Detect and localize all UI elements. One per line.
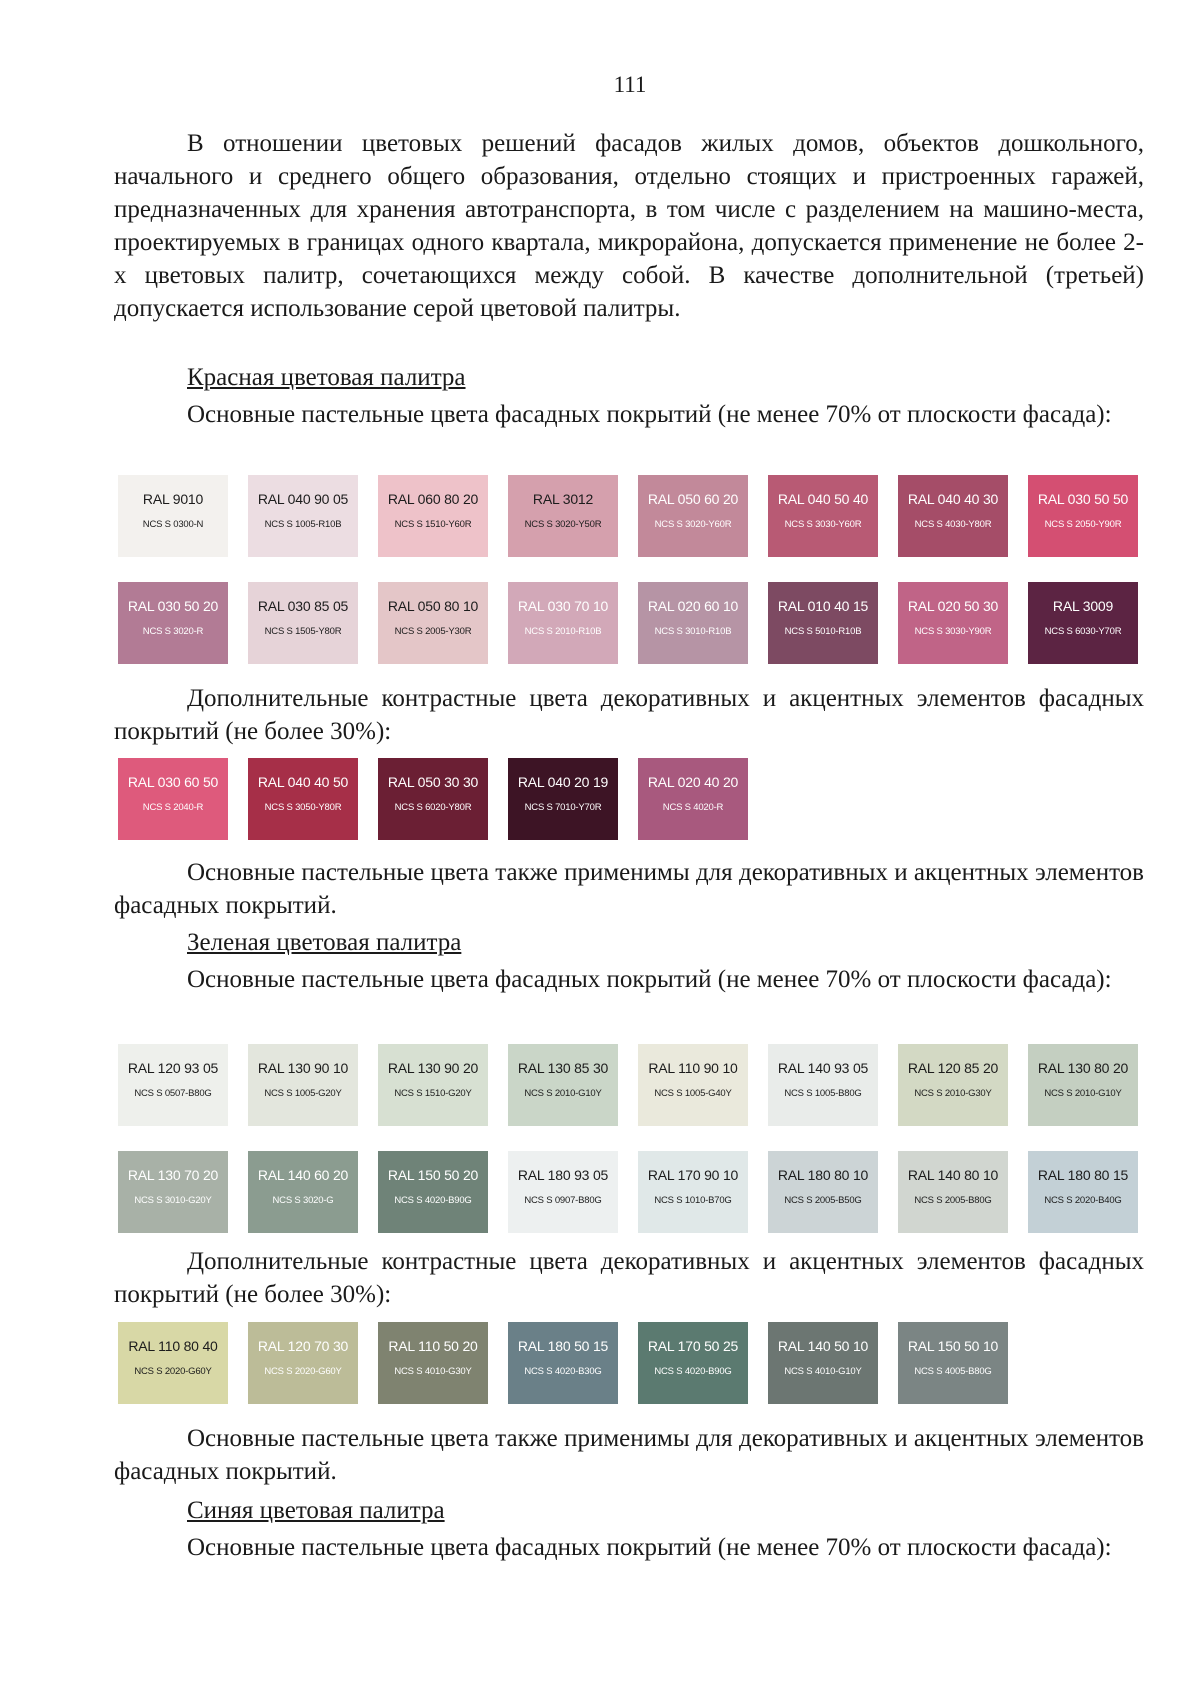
swatch-ncs-code: NCS S 2020-B40G [1044, 1195, 1122, 1206]
swatch-ral-code: RAL 020 60 10 [647, 598, 739, 614]
swatch-ncs-code: NCS S 2010-G10Y [524, 1088, 602, 1099]
color-swatch [248, 475, 358, 557]
green-accent-text: Дополнительные контрастные цвета декоративных и акцентных элементов фасадных покрытий (не более 30%): [114, 1248, 1144, 1308]
color-swatch [508, 758, 618, 840]
color-swatch [248, 1151, 358, 1233]
color-swatch [638, 1044, 748, 1126]
color-swatch [768, 475, 878, 557]
color-swatch [508, 475, 618, 557]
swatch-ncs-code: NCS S 1010-B70G [654, 1195, 732, 1206]
swatch-ncs-code: NCS S 2010-G30Y [914, 1088, 992, 1099]
color-swatch [638, 582, 748, 664]
swatch-ncs-code: NCS S 4020-B30G [524, 1366, 602, 1377]
color-swatch [1028, 475, 1138, 557]
color-swatch [378, 1322, 488, 1404]
swatch-ncs-code: NCS S 2010-G10Y [1044, 1088, 1122, 1099]
color-swatch [508, 1151, 618, 1233]
swatch-ral-code: RAL 140 60 20 [257, 1167, 349, 1183]
color-swatch [378, 758, 488, 840]
swatch-ral-code: RAL 020 40 20 [647, 774, 739, 790]
swatch-ral-code: RAL 120 93 05 [127, 1060, 219, 1076]
swatch-ncs-code: NCS S 7010-Y70R [524, 802, 602, 813]
green-main-text: Основные пастельные цвета фасадных покрытий (не менее 70% от плоскости фасада): [187, 966, 1112, 993]
color-swatch [638, 475, 748, 557]
swatch-ncs-code: NCS S 4010-G10Y [784, 1366, 862, 1377]
swatch-ral-code: RAL 140 93 05 [777, 1060, 869, 1076]
color-swatch [898, 582, 1008, 664]
color-swatch [508, 582, 618, 664]
color-swatch [118, 582, 228, 664]
color-swatch [768, 1322, 878, 1404]
color-swatch [898, 1151, 1008, 1233]
swatch-ncs-code: NCS S 3010-G20Y [134, 1195, 212, 1206]
swatch-ral-code: RAL 180 80 15 [1037, 1167, 1129, 1183]
swatch-ral-code: RAL 030 70 10 [517, 598, 609, 614]
color-swatch [118, 475, 228, 557]
swatch-ncs-code: NCS S 3030-Y60R [784, 519, 862, 530]
swatch-ncs-code: NCS S 2010-R10B [524, 626, 602, 637]
color-swatch [248, 582, 358, 664]
color-swatch [378, 1151, 488, 1233]
swatch-ncs-code: NCS S 1510-G20Y [394, 1088, 472, 1099]
swatch-ncs-code: NCS S 4020-B90G [654, 1366, 732, 1377]
swatch-ral-code: RAL 140 80 10 [907, 1167, 999, 1183]
color-swatch [768, 1151, 878, 1233]
swatch-ral-code: RAL 120 70 30 [257, 1338, 349, 1354]
swatch-ncs-code: NCS S 6020-Y80R [394, 802, 472, 813]
swatch-ncs-code: NCS S 0907-B80G [524, 1195, 602, 1206]
color-swatch [1028, 1151, 1138, 1233]
color-swatch [768, 582, 878, 664]
swatch-ncs-code: NCS S 0507-B80G [134, 1088, 212, 1099]
color-swatch [118, 1322, 228, 1404]
swatch-ncs-code: NCS S 3050-Y80R [264, 802, 342, 813]
color-swatch [1028, 582, 1138, 664]
swatch-ncs-code: NCS S 1505-Y80R [264, 626, 342, 637]
swatch-ral-code: RAL 130 85 30 [517, 1060, 609, 1076]
red-palette-heading: Красная цветовая палитра [187, 364, 466, 391]
swatch-ncs-code: NCS S 3020-Y50R [524, 519, 602, 530]
color-swatch [118, 1151, 228, 1233]
swatch-ral-code: RAL 170 50 25 [647, 1338, 739, 1354]
color-swatch [378, 475, 488, 557]
swatch-ral-code: RAL 120 85 20 [907, 1060, 999, 1076]
swatch-ral-code: RAL 010 40 15 [777, 598, 869, 614]
color-swatch [768, 1044, 878, 1126]
swatch-ral-code: RAL 9010 [142, 491, 204, 507]
swatch-ncs-code: NCS S 4020-R [662, 802, 724, 813]
color-swatch [118, 758, 228, 840]
swatch-ral-code: RAL 180 50 15 [517, 1338, 609, 1354]
color-swatch [898, 475, 1008, 557]
swatch-ncs-code: NCS S 4020-B90G [394, 1195, 472, 1206]
swatch-ral-code: RAL 050 30 30 [387, 774, 479, 790]
swatch-ral-code: RAL 040 50 40 [777, 491, 869, 507]
swatch-ncs-code: NCS S 3020-R [142, 626, 204, 637]
swatch-ncs-code: NCS S 3020-Y60R [654, 519, 732, 530]
swatch-ral-code: RAL 3012 [532, 491, 594, 507]
swatch-ral-code: RAL 140 50 10 [777, 1338, 869, 1354]
swatch-ral-code: RAL 110 90 10 [648, 1060, 738, 1076]
swatch-ral-code: RAL 130 80 20 [1037, 1060, 1129, 1076]
green-palette-heading: Зеленая цветовая палитра [187, 929, 462, 956]
swatch-ral-code: RAL 040 90 05 [257, 491, 349, 507]
green-closing-text: Основные пастельные цвета также применимы для декоративных и акцентных элементов фасадных покрытий. [114, 1425, 1144, 1485]
swatch-ral-code: RAL 150 50 10 [907, 1338, 999, 1354]
swatch-ral-code: RAL 040 40 30 [907, 491, 999, 507]
swatch-ncs-code: NCS S 2040-R [142, 802, 204, 813]
swatch-ncs-code: NCS S 2050-Y90R [1044, 519, 1122, 530]
swatch-ral-code: RAL 130 90 10 [257, 1060, 349, 1076]
color-swatch [378, 582, 488, 664]
swatch-ncs-code: NCS S 3010-R10B [654, 626, 732, 637]
swatch-ral-code: RAL 170 90 10 [647, 1167, 739, 1183]
swatch-ral-code: RAL 040 40 50 [257, 774, 349, 790]
blue-palette-heading: Синяя цветовая палитра [187, 1497, 445, 1524]
swatch-ncs-code: NCS S 4010-G30Y [394, 1366, 472, 1377]
color-swatch [248, 758, 358, 840]
swatch-ral-code: RAL 030 85 05 [257, 598, 349, 614]
swatch-ncs-code: NCS S 5010-R10B [784, 626, 862, 637]
page-number: 111 [613, 72, 647, 97]
swatch-ncs-code: NCS S 2020-G60Y [134, 1366, 212, 1377]
swatch-ral-code: RAL 110 50 20 [388, 1338, 478, 1354]
color-swatch [508, 1044, 618, 1126]
color-swatch [378, 1044, 488, 1126]
swatch-ral-code: RAL 040 20 19 [517, 774, 609, 790]
swatch-ncs-code: NCS S 1005-G40Y [654, 1088, 732, 1099]
color-swatch [1028, 1044, 1138, 1126]
red-main-text: Основные пастельные цвета фасадных покрытий (не менее 70% от плоскости фасада): [187, 401, 1112, 428]
swatch-ral-code: RAL 030 50 50 [1037, 491, 1129, 507]
swatch-ncs-code: NCS S 0300-N [142, 519, 204, 530]
swatch-ral-code: RAL 130 90 20 [387, 1060, 479, 1076]
swatch-ncs-code: NCS S 2005-B80G [914, 1195, 992, 1206]
red-accent-text: Дополнительные контрастные цвета декоративных и акцентных элементов фасадных покрытий (не более 30%): [114, 685, 1144, 745]
color-swatch [508, 1322, 618, 1404]
swatch-ral-code: RAL 050 60 20 [647, 491, 739, 507]
swatch-ral-code: RAL 3009 [1052, 598, 1114, 614]
swatch-ral-code: RAL 180 80 10 [777, 1167, 869, 1183]
swatch-ncs-code: NCS S 4005-B80G [914, 1366, 992, 1377]
color-swatch [638, 1322, 748, 1404]
color-swatch [248, 1044, 358, 1126]
intro-paragraph: В отношении цветовых решений фасадов жилых домов, объектов дошкольного, начального и среднего общего образования, отдельно стоящих и пристроенных гаражей, предназначенных для хранения автотранспорта, в том числе с разделением на машино-места, проектируемых в границах одного квартала, микрорайона, допускается применение не более 2-х цветовых палитр, сочетающихся между собой. В качестве дополнительной (третьей) допускается использование серой цветовой палитры. [114, 130, 1144, 322]
swatch-ral-code: RAL 180 93 05 [517, 1167, 609, 1183]
swatch-ral-code: RAL 130 70 20 [127, 1167, 219, 1183]
swatch-ncs-code: NCS S 1510-Y60R [394, 519, 472, 530]
swatch-ncs-code: NCS S 1005-G20Y [264, 1088, 342, 1099]
color-swatch [638, 1151, 748, 1233]
swatch-ral-code: RAL 150 50 20 [387, 1167, 479, 1183]
swatch-ral-code: RAL 020 50 30 [907, 598, 999, 614]
swatch-ncs-code: NCS S 1005-B80G [784, 1088, 862, 1099]
swatch-ncs-code: NCS S 4030-Y80R [914, 519, 992, 530]
color-swatch [638, 758, 748, 840]
swatch-ncs-code: NCS S 6030-Y70R [1044, 626, 1122, 637]
swatch-ral-code: RAL 050 80 10 [387, 598, 479, 614]
color-swatch [898, 1044, 1008, 1126]
red-closing-text: Основные пастельные цвета также применимы для декоративных и акцентных элементов фасадных покрытий. [114, 859, 1144, 919]
swatch-ncs-code: NCS S 2005-B50G [784, 1195, 862, 1206]
swatch-ral-code: RAL 030 60 50 [127, 774, 219, 790]
swatch-ral-code: RAL 110 80 40 [128, 1338, 218, 1354]
color-swatch [898, 1322, 1008, 1404]
color-swatch [118, 1044, 228, 1126]
color-swatch [248, 1322, 358, 1404]
swatch-ral-code: RAL 060 80 20 [387, 491, 479, 507]
swatch-ncs-code: NCS S 3030-Y90R [914, 626, 992, 637]
swatch-ncs-code: NCS S 2020-G60Y [264, 1366, 342, 1377]
swatch-ral-code: RAL 030 50 20 [127, 598, 219, 614]
swatch-ncs-code: NCS S 2005-Y30R [394, 626, 472, 637]
blue-main-text: Основные пастельные цвета фасадных покрытий (не менее 70% от плоскости фасада): [187, 1534, 1112, 1561]
swatch-ncs-code: NCS S 1005-R10B [264, 519, 342, 530]
swatch-ncs-code: NCS S 3020-G [272, 1195, 334, 1206]
